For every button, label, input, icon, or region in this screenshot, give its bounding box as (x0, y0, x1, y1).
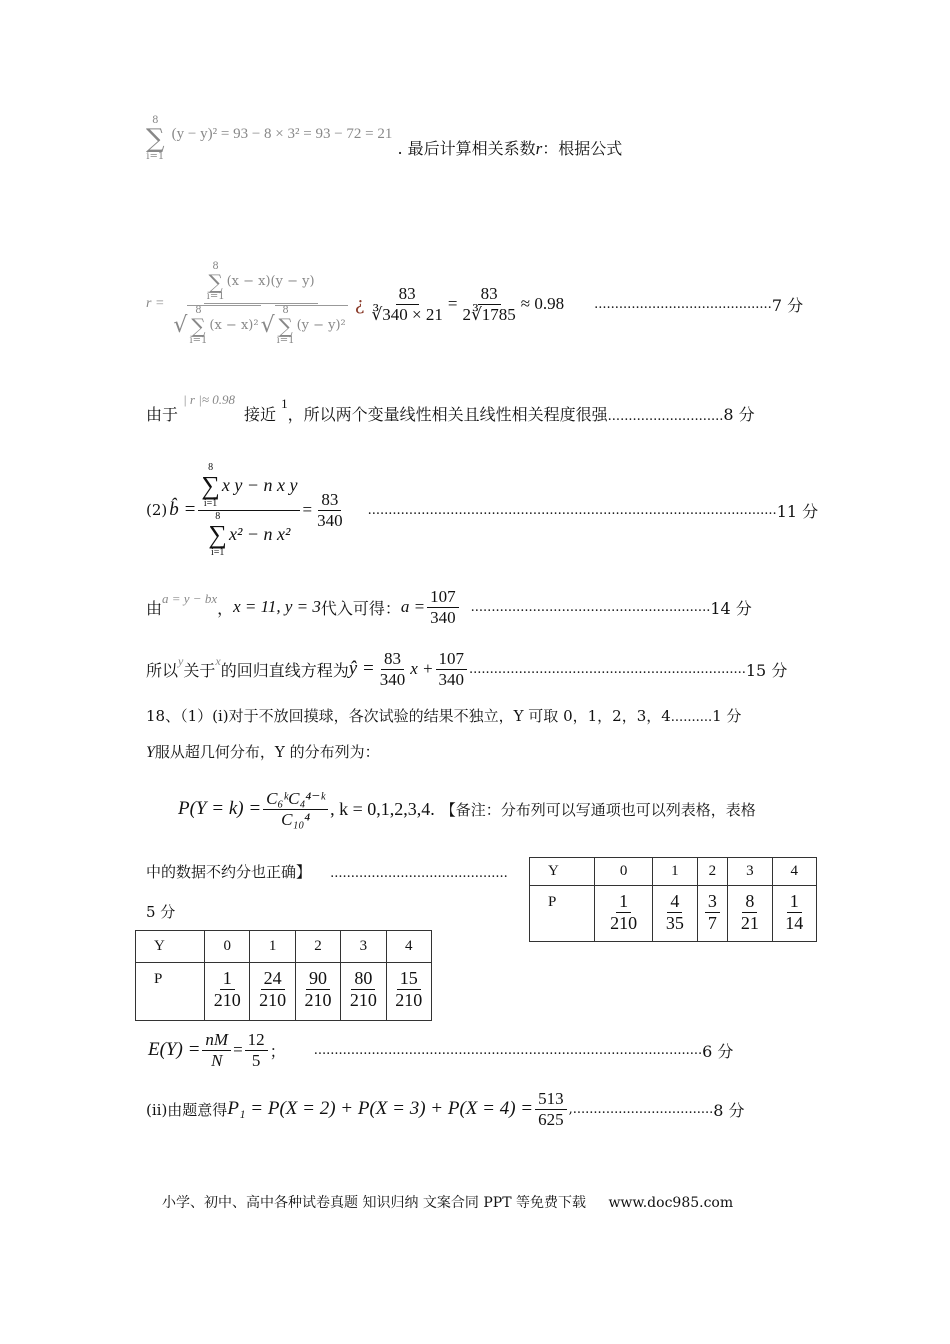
line-4-slope: (2) b̂ = 8 ∑ i=1 x y − n x y 8 ∑ i=1 x² − n x² = $\frac{83}{340}$ ................................................................................................... 11 分 (146, 461, 819, 558)
table-cell: 1 (653, 858, 697, 886)
table-cell: $\frac{3}{7}$ (697, 886, 728, 942)
table-cell: 4 (386, 931, 431, 963)
distribution-table-raw (135, 930, 432, 1021)
line-5: 由 a = y − bx ， x = 11, y = 3 代入可得： a = $\frac{107}{340}$ .......................................................... 14 分 (146, 586, 752, 627)
table-cell: 0 (595, 858, 653, 886)
line-12-expectation: E(Y) = $\frac{nM}{N}$ = $\frac{12}{5}$ ； .............................................................................................. 6 分 (148, 1029, 734, 1070)
footer (162, 1192, 733, 1212)
table-cell: $\frac{15}{210}$ (386, 963, 431, 1021)
table-cell: 2 (295, 931, 340, 963)
table-cell: 1 (250, 931, 295, 963)
line-9-distribution: P(Y = k) = $\frac{\text{C₆ᵏC₄⁴⁻ᵏ}}{\text{C₁₀⁴}}$ , k = 0,1,2,3,4. 【备注：分布列可以写通项也可以列表格，表格 (178, 788, 756, 829)
table-cell: $\frac{1}{210}$ (205, 963, 250, 1021)
table-header-label: Y (136, 931, 205, 963)
line-6-regression: 所以 y 关于 x 的回归直线方程为 ŷ = $\frac{83}{340}$ x + $\frac{107}{340}$ ................................................................... 15 分 (146, 648, 788, 689)
slope-fraction: 8 ∑ i=1 x y − n x y 8 ∑ i=1 x² − n x² (198, 463, 300, 558)
footer-url: www.doc985.com (608, 1195, 734, 1211)
line-3: 由于 | r |≈ 0.98 接近 1，所以两个变量线性相关且线性相关程度很强$_{............................}$8 分 (146, 392, 755, 424)
sum-formula: (y − y)² = 93 − 8 × 3² = 93 − 72 = 21 (171, 125, 393, 142)
table-cell: $\frac{1}{210}$ (595, 886, 653, 942)
distribution-table-simplified (529, 857, 817, 942)
line-10: 中的数据不约分也正确】 ........................................... (146, 863, 508, 881)
table-header-label: Y (530, 858, 595, 886)
line-1: 8 ∑ i=1 (y − y)² = 93 − 8 × 3² = 93 − 72 = 21 . 最后计算相关系数r：根据公式 (146, 115, 623, 162)
table-cell: $\frac{8}{21}$ (728, 886, 772, 942)
table-cell: $\frac{24}{210}$ (250, 963, 295, 1021)
line-11: 5 分 (146, 903, 176, 921)
correlation-fraction: 8 ∑ i=1 (x − x)(y − y) √ 8 ∑ i=1 (x − x)² √ 8 ∑ i=1 (y − y)² (173, 261, 346, 346)
footer-text: 小学、初中、高中各种试卷真题 知识归纳 文案合同 PPT 等免费下载 (162, 1195, 586, 1211)
line-2-correlation: r = 8 ∑ i=1 (x − x)(y − y) √ 8 ∑ i=1 (x − x)² √ 8 ∑ i=1 (y − y)² ¿ $\frac{83}{∛340 \times 21}$ = $\frac{83}{2∛1785}$ ≈ 0.98 ........................................... 7 分 (146, 261, 804, 346)
table-cell: 2 (697, 858, 728, 886)
table-row-label: P (136, 963, 205, 1021)
table-cell: 3 (728, 858, 772, 886)
table-cell: 4 (772, 858, 816, 886)
table-cell: 3 (341, 931, 386, 963)
table-cell: $\frac{90}{210}$ (295, 963, 340, 1021)
table-cell: $\frac{4}{35}$ (653, 886, 697, 942)
table-cell: 0 (205, 931, 250, 963)
summation: 8 ∑ i=1 (146, 115, 165, 162)
table-row-label: P (530, 886, 595, 942)
line-13: (ⅱ)由题意得 P₁ = P(X = 2) + P(X = 3) + P(X = 4) = $\frac{513}{625}$ ,.................................. 8 分 (146, 1088, 745, 1129)
table-cell: $\frac{80}{210}$ (341, 963, 386, 1021)
table-cell: $\frac{1}{14}$ (772, 886, 816, 942)
line-8: Y服从超几何分布，Y 的分布列为： (146, 743, 380, 761)
line-7-q18: 18、（1）(ⅰ)对于不放回摸球，各次试验的结果不独立，Y 可取 0，1，2，3，4..........1 分 (146, 707, 742, 725)
